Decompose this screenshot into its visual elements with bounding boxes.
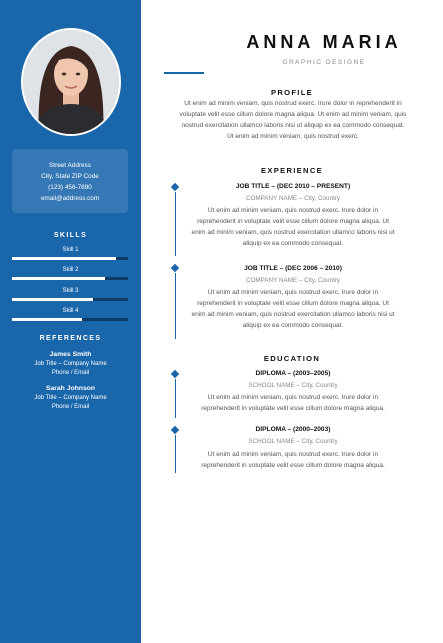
- skill-label: Skill 3: [62, 288, 79, 294]
- reference-name: Sarah Johnson: [45, 385, 96, 392]
- education-heading: EDUCATION: [263, 354, 321, 363]
- sidebar: [0, 0, 141, 643]
- school-name: SCHOOL NAME – City, Country: [248, 438, 338, 445]
- skill-bar: [12, 318, 128, 321]
- reference-contact: Phone / Email: [51, 404, 90, 410]
- skill-label: Skill 1: [62, 247, 79, 253]
- header-divider: [164, 72, 204, 74]
- phone-number: (123) 456-7890: [48, 184, 92, 191]
- company-name: COMPANY NAME – City, Country: [245, 195, 341, 202]
- skill-label: Skill 2: [62, 267, 79, 273]
- text-line: Ut enim ad minim veniam, quis nostrud exerc. Irure dolor in: [207, 394, 379, 401]
- text-line: enim ad minim veniam, quis nostrud exercitation ullamco laboris nisi ut: [191, 229, 395, 236]
- text-line: enim ad minim veniam, quis nostrud exercitation ullamco laboris nisi ut: [191, 311, 395, 318]
- reference-name: James Smith: [49, 351, 92, 358]
- school-name: SCHOOL NAME – City, Country: [248, 382, 338, 389]
- profile-heading: PROFILE: [270, 88, 313, 97]
- text-line: Ut enim ad minim veniam, quis nostrud exerc. Irure dolor in: [207, 289, 379, 296]
- skill-bar: [12, 257, 128, 260]
- job-title: JOB TITLE – (DEC 2010 – PRESENT): [235, 183, 351, 190]
- text-line: reprehenderit in voluptate velit esse cillum dolore magna aliqua.: [201, 405, 385, 412]
- skills-heading: SKILLS: [53, 232, 88, 239]
- education-description: [161, 449, 425, 471]
- text-line: Ut enim ad minim veniam, quis nostrud exerc. Irure dolor in: [207, 451, 379, 458]
- reference-title: Job Title – Company Name: [34, 361, 107, 367]
- text-line: reprehenderit in voluptate velit esse cillum dolore magna aliqua.: [201, 462, 385, 469]
- profile-text: [161, 98, 425, 142]
- person-name: ANNA MARIA: [246, 32, 402, 52]
- skill-label: Skill 4: [62, 308, 79, 314]
- street-address: Street Address: [49, 162, 91, 169]
- skill-bar: [12, 277, 128, 280]
- reference-item: [0, 350, 141, 378]
- skill-bar-fill: [12, 277, 105, 280]
- text-line: aliquip ex ea commodo consequat.: [242, 322, 344, 329]
- main-content: [141, 0, 443, 643]
- email-address: email@address.com: [40, 195, 100, 202]
- text-line: reprehenderit in voluptate velit esse cillum dolore magna aliqua. Ut: [197, 300, 389, 307]
- skill-bar-fill: [12, 318, 82, 321]
- city-state-zip: City, State ZIP Code: [41, 173, 99, 180]
- education-description: [161, 392, 425, 414]
- skill-bar-fill: [12, 257, 116, 260]
- text-line: voluptate velit esse cillum dolore magna aliqua. Ut enim ad minim veniam, quis: [179, 111, 407, 118]
- profile-photo: [21, 28, 121, 136]
- text-line: aliquip ex ea commodo consequat.: [242, 240, 344, 247]
- text-line: Ut enim ad minim veniam, quis nostrud exerc.: [227, 133, 359, 140]
- text-line: Ut enim ad minim veniam, quis nostrud exerc. Irure dolor in reprehenderit in: [184, 100, 402, 107]
- diploma-title: DIPLOMA – (2000–2003): [255, 426, 331, 433]
- experience-heading: EXPERIENCE: [261, 166, 323, 175]
- job-title: JOB TITLE – (DEC 2006 – 2010): [244, 265, 342, 272]
- diploma-title: DIPLOMA – (2003–2005): [255, 370, 331, 377]
- text-line: reprehenderit in voluptate velit esse cillum dolore magna aliqua. Ut: [197, 218, 389, 225]
- company-name: COMPANY NAME – City, Country: [245, 277, 341, 284]
- reference-item: [0, 384, 141, 412]
- reference-contact: Phone / Email: [51, 370, 90, 376]
- job-description: [161, 205, 425, 249]
- references-heading: REFERENCES: [39, 335, 102, 342]
- text-line: nostrud exercitation ullamco laboris nisi ut aliquip ex ea commodo consequat.: [181, 122, 405, 129]
- job-description: [161, 287, 425, 331]
- skill-bar: [12, 298, 128, 301]
- job-role: GRAPHIC DESIGNE: [282, 59, 366, 66]
- text-line: Ut enim ad minim veniam, quis nostrud exerc. Irure dolor in: [207, 207, 379, 214]
- contact-box: [12, 149, 128, 213]
- skill-bar-fill: [12, 298, 93, 301]
- reference-title: Job Title – Company Name: [34, 395, 107, 401]
